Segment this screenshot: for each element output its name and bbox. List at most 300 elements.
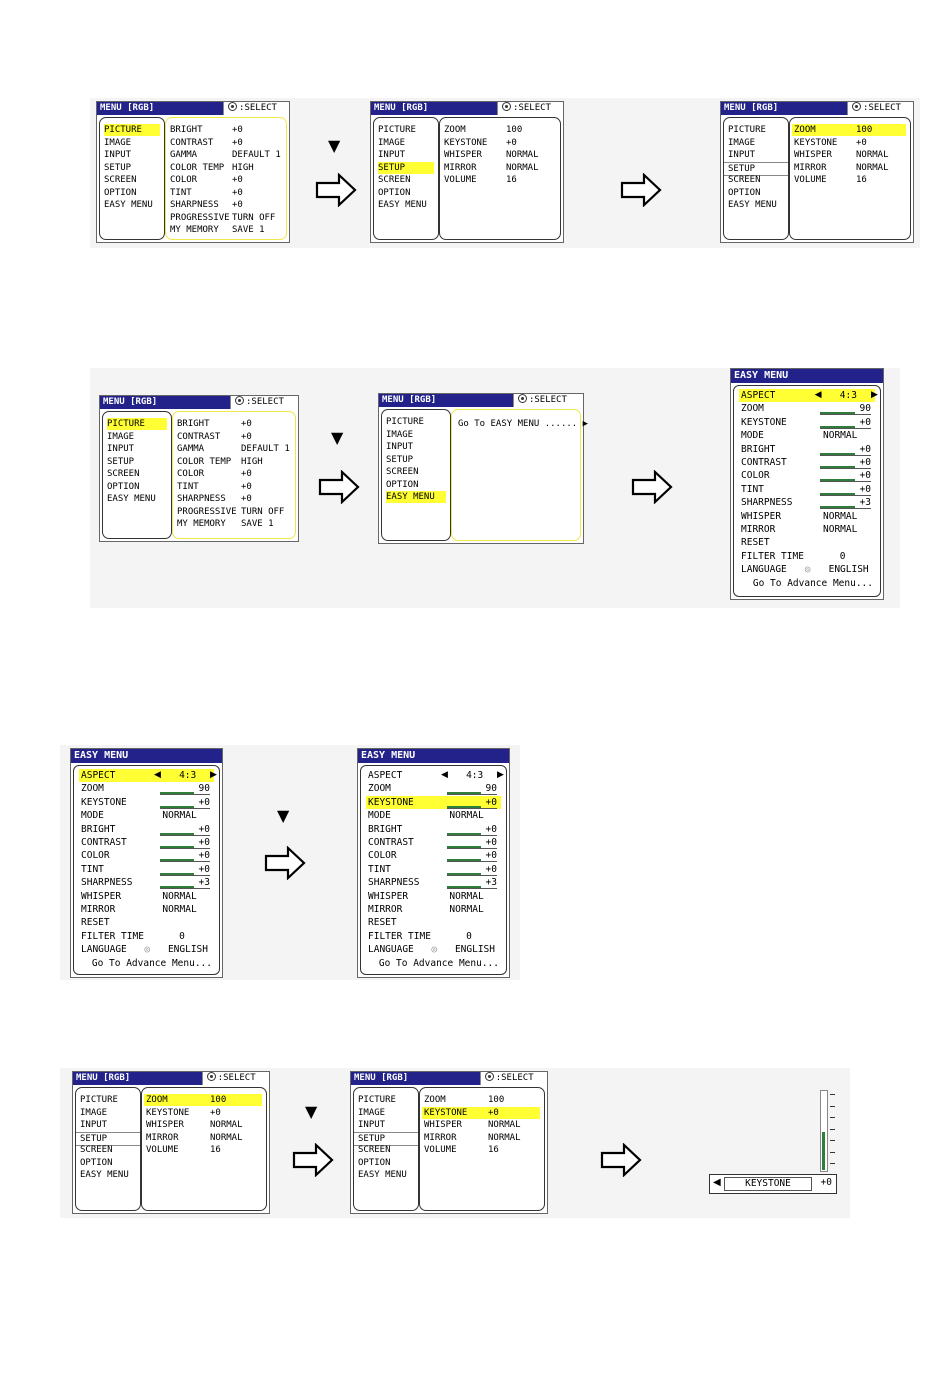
- menu-item-picture[interactable]: PICTURE: [107, 418, 167, 430]
- main-menu-list: [353, 1087, 419, 1211]
- easy-item-value: +0: [859, 470, 871, 482]
- easy-item-mirror[interactable]: [79, 903, 214, 916]
- easy-item-contrast[interactable]: [79, 836, 214, 849]
- submenu-item-value: 16: [856, 175, 867, 185]
- gauge-bar: [820, 493, 855, 495]
- select-hint: [223, 102, 289, 115]
- easy-item-whisper[interactable]: [739, 510, 875, 523]
- easy-item-value: +0: [485, 850, 497, 862]
- submenu-item-value: +0: [241, 494, 252, 504]
- next-step-arrow-icon: [315, 173, 357, 207]
- submenu-panel: [439, 117, 561, 240]
- easy-item-name: ASPECT: [81, 770, 116, 781]
- submenu-item-value: +0: [232, 200, 243, 210]
- easy-item-name: MIRROR: [81, 904, 116, 915]
- menu-item-option[interactable]: OPTION: [358, 1157, 391, 1168]
- easy-item-value: +3: [859, 497, 871, 509]
- menu-item-image[interactable]: IMAGE: [104, 137, 132, 148]
- gauge-tick: [830, 1117, 835, 1118]
- menu-item-screen[interactable]: SCREEN: [386, 467, 419, 477]
- submenu-item-name[interactable]: TINT: [170, 187, 192, 198]
- submenu-item-name[interactable]: TINT: [177, 481, 199, 492]
- easy-item-mirror[interactable]: [366, 903, 501, 916]
- right-triangle-icon: ▶: [871, 390, 878, 400]
- select-hint: [847, 102, 913, 115]
- submenu-item-name[interactable]: KEYSTONE: [444, 137, 488, 148]
- submenu-panel: [451, 409, 589, 541]
- submenu-item-value: 100: [210, 1095, 227, 1105]
- submenu-item-name[interactable]: GAMMA: [177, 444, 205, 454]
- easy-item-value: NORMAL: [449, 904, 484, 915]
- menu-item-input[interactable]: INPUT: [104, 150, 132, 160]
- menu-item-picture[interactable]: PICTURE: [378, 125, 416, 135]
- easy-item-name: CONTRAST: [81, 837, 127, 848]
- easy-item-keystone[interactable]: [366, 796, 501, 809]
- menu-item-setup[interactable]: SETUP: [386, 454, 414, 465]
- easy-item-name: WHISPER: [741, 510, 782, 522]
- gauge-bar: [447, 873, 482, 875]
- submenu-item-name[interactable]: VOLUME: [146, 1145, 179, 1155]
- easy-item-value: NORMAL: [449, 810, 484, 822]
- menu-item-easy-menu[interactable]: EASY MENU: [107, 494, 156, 504]
- submenu-item-name[interactable]: BRIGHT: [177, 419, 210, 429]
- menu-item-image[interactable]: IMAGE: [107, 431, 135, 442]
- easy-menu-window: [357, 748, 510, 978]
- easy-item-bright[interactable]: [739, 443, 875, 456]
- menu-item-setup[interactable]: SETUP: [76, 1132, 140, 1146]
- menu-item-input[interactable]: INPUT: [107, 444, 135, 454]
- submenu-item-name[interactable]: MIRROR: [424, 1132, 457, 1143]
- select-label: :SELECT: [528, 395, 567, 405]
- easy-item-name: CONTRAST: [368, 837, 414, 848]
- select-icon: [518, 394, 527, 403]
- menu-item-picture[interactable]: PICTURE: [358, 1095, 396, 1105]
- easy-item-whisper[interactable]: [366, 890, 501, 903]
- submenu-panel: [789, 117, 911, 240]
- main-menu-list: [102, 411, 172, 539]
- easy-item-zoom[interactable]: [366, 782, 501, 795]
- easy-item-bright[interactable]: [79, 823, 214, 836]
- easy-item-language[interactable]: [739, 563, 875, 576]
- gauge-bar: [447, 886, 482, 888]
- easy-item-name: ZOOM: [81, 783, 104, 795]
- easy-item-tint[interactable]: [366, 863, 501, 876]
- submenu-item-value: DEFAULT 1: [232, 150, 281, 160]
- easy-item-filter-time[interactable]: [366, 930, 501, 943]
- easy-item-reset[interactable]: [79, 916, 214, 929]
- goto-easy-menu[interactable]: Go To EASY MENU ...... ▶: [458, 419, 589, 429]
- submenu-item-name[interactable]: MIRROR: [146, 1132, 179, 1143]
- submenu-item-name[interactable]: WHISPER: [424, 1120, 462, 1130]
- gauge-tick: [830, 1163, 835, 1164]
- easy-item-name: CONTRAST: [741, 457, 787, 468]
- gauge-tick: [830, 1152, 835, 1153]
- menu-item-easy-menu[interactable]: EASY MENU: [378, 200, 427, 210]
- submenu-item-value: SAVE 1: [232, 225, 265, 235]
- easy-item-mode[interactable]: [79, 809, 214, 822]
- easy-item-value: 4:3: [179, 770, 197, 781]
- easy-item-reset[interactable]: [366, 916, 501, 929]
- goto-advance-label: Go To Advance Menu...: [378, 957, 499, 969]
- easy-item-name: COLOR: [741, 470, 770, 482]
- submenu-item-name[interactable]: BRIGHT: [170, 125, 203, 135]
- submenu-item-value: SAVE 1: [241, 519, 274, 529]
- easy-item-value: NORMAL: [162, 810, 197, 822]
- select-icon: [207, 1072, 216, 1081]
- easy-item-value: +0: [198, 796, 210, 808]
- select-icon: [502, 102, 511, 111]
- menu-item-input[interactable]: INPUT: [80, 1120, 108, 1130]
- submenu-item-name[interactable]: SHARPNESS: [170, 200, 219, 210]
- menu-item-screen[interactable]: SCREEN: [728, 175, 761, 185]
- easy-item-name: RESET: [81, 917, 110, 929]
- menu-item-setup[interactable]: SETUP: [107, 456, 135, 467]
- easy-item-sharpness[interactable]: [366, 876, 501, 889]
- easy-item-value: 4:3: [839, 390, 857, 401]
- gauge-bar: [820, 412, 855, 414]
- submenu-item-name[interactable]: CONTRAST: [177, 431, 221, 442]
- menu-item-option[interactable]: OPTION: [386, 479, 419, 490]
- submenu-item-value: 100: [856, 125, 873, 135]
- easy-item-keystone[interactable]: [739, 416, 875, 429]
- submenu-item-name[interactable]: PROGRESSIVE: [170, 212, 230, 223]
- easy-item-value: NORMAL: [449, 890, 484, 902]
- easy-item-reset[interactable]: [739, 536, 875, 549]
- easy-item-value: +0: [198, 837, 210, 848]
- easy-item-value: +0: [198, 823, 210, 835]
- submenu-item-value: +0: [241, 469, 252, 479]
- menu-title: MENU [RGB]: [73, 1072, 204, 1085]
- submenu-item-name[interactable]: CONTRAST: [170, 137, 214, 148]
- select-icon: [485, 1072, 494, 1081]
- menu-item-screen[interactable]: SCREEN: [80, 1145, 113, 1155]
- gauge-bar: [160, 846, 195, 848]
- goto-advance-menu[interactable]: [79, 957, 214, 970]
- select-icon: [228, 102, 237, 111]
- next-step-arrow-icon: [631, 470, 673, 504]
- easy-item-value: +0: [859, 457, 871, 468]
- submenu-item-name[interactable]: COLOR TEMP: [177, 456, 232, 467]
- submenu-item-name[interactable]: VOLUME: [444, 175, 477, 185]
- menu-title: MENU [RGB]: [100, 396, 232, 409]
- goto-advance-menu[interactable]: [366, 957, 501, 970]
- easy-menu-window: [730, 368, 884, 600]
- menu-item-picture[interactable]: PICTURE: [104, 124, 160, 136]
- submenu-item-name[interactable]: SHARPNESS: [177, 494, 226, 504]
- menu-item-input[interactable]: INPUT: [358, 1120, 386, 1130]
- goto-advance-menu[interactable]: [739, 577, 875, 590]
- submenu-item-name[interactable]: WHISPER: [146, 1120, 184, 1130]
- gauge-bar: [160, 886, 195, 888]
- select-hint: [202, 1072, 269, 1085]
- menu-title: MENU [RGB]: [351, 1072, 482, 1085]
- easy-item-value: 4:3: [466, 770, 484, 781]
- easy-item-value: +0: [859, 416, 871, 428]
- easy-item-name: ASPECT: [741, 390, 776, 401]
- gauge-bar: [160, 833, 195, 835]
- easy-item-language[interactable]: [366, 943, 501, 956]
- keystone-gauge-fill: [822, 1132, 825, 1170]
- menu-item-screen[interactable]: SCREEN: [104, 175, 137, 185]
- easy-item-color[interactable]: [739, 469, 875, 482]
- easy-item-contrast[interactable]: [366, 836, 501, 849]
- submenu-item-value: 16: [210, 1145, 221, 1155]
- menu-item-picture[interactable]: PICTURE: [386, 417, 424, 427]
- gauge-bar: [447, 846, 482, 848]
- next-step-arrow-icon: [292, 1143, 334, 1177]
- submenu-item-value: 16: [506, 175, 517, 185]
- left-triangle-icon: ◀: [441, 770, 448, 780]
- easy-item-name: ZOOM: [741, 403, 764, 415]
- submenu-item-value: NORMAL: [856, 150, 889, 160]
- easy-item-value: 90: [485, 783, 497, 795]
- easy-item-name: MODE: [741, 430, 764, 442]
- menu-item-easy-menu[interactable]: EASY MENU: [728, 200, 777, 210]
- menu-item-setup[interactable]: SETUP: [354, 1132, 418, 1146]
- submenu-item-value: NORMAL: [506, 150, 539, 160]
- menu-item-option[interactable]: OPTION: [728, 187, 761, 198]
- menu-item-input[interactable]: INPUT: [728, 150, 756, 160]
- submenu-item-value: +0: [506, 137, 517, 148]
- menu-window: [72, 1071, 270, 1214]
- gauge-tick: [830, 1094, 835, 1095]
- menu-item-image[interactable]: IMAGE: [386, 429, 414, 440]
- gauge-bar: [447, 806, 482, 808]
- menu-window: [378, 393, 589, 544]
- submenu-item-name[interactable]: MY MEMORY: [177, 519, 226, 529]
- easy-item-value: +3: [198, 877, 210, 889]
- easy-item-value: +0: [198, 850, 210, 862]
- menu-title: MENU [RGB]: [379, 394, 515, 407]
- easy-item-zoom[interactable]: [739, 402, 875, 415]
- submenu-item-name[interactable]: KEYSTONE: [794, 137, 838, 148]
- easy-item-mirror[interactable]: [739, 523, 875, 536]
- easy-item-name: LANGUAGE: [81, 944, 127, 956]
- easy-item-name: LANGUAGE: [741, 564, 787, 576]
- easy-item-bright[interactable]: [366, 823, 501, 836]
- menu-item-image[interactable]: IMAGE: [378, 137, 406, 148]
- easy-item-mode[interactable]: [739, 429, 875, 442]
- submenu-panel: [165, 117, 287, 240]
- select-label: :SELECT: [513, 103, 551, 113]
- right-triangle-icon: ▶: [577, 419, 589, 429]
- easy-item-name: BRIGHT: [741, 443, 776, 455]
- easy-item-value: 0: [179, 930, 185, 942]
- submenu-item-value: +0: [241, 431, 252, 442]
- main-menu-list: [99, 117, 165, 240]
- easy-item-name: SHARPNESS: [81, 877, 133, 889]
- easy-item-name: MIRROR: [741, 524, 776, 535]
- easy-item-color[interactable]: [79, 849, 214, 862]
- submenu-panel: [172, 411, 296, 539]
- submenu-item-value: +0: [232, 175, 243, 185]
- easy-item-name: KEYSTONE: [81, 796, 127, 808]
- down-triangle-icon: ▼: [305, 1102, 318, 1121]
- menu-item-input[interactable]: INPUT: [378, 150, 406, 160]
- globe-icon: ◎: [431, 944, 438, 956]
- submenu-item-name[interactable]: PROGRESSIVE: [177, 506, 237, 517]
- easy-item-value: +0: [485, 796, 497, 808]
- menu-item-option[interactable]: OPTION: [107, 481, 140, 492]
- menu-item-option[interactable]: OPTION: [80, 1157, 113, 1168]
- easy-item-name: TINT: [368, 863, 391, 875]
- main-menu-list: [75, 1087, 141, 1211]
- select-label: :SELECT: [217, 1073, 256, 1083]
- down-triangle-icon: ▼: [331, 428, 344, 447]
- easy-item-value: 90: [859, 403, 871, 415]
- easy-item-sharpness[interactable]: [739, 496, 875, 509]
- easy-item-filter-time[interactable]: [739, 550, 875, 563]
- easy-item-value: 90: [198, 783, 210, 795]
- menu-item-image[interactable]: IMAGE: [728, 137, 756, 148]
- easy-menu-body: [73, 765, 220, 975]
- menu-title: MENU [RGB]: [371, 102, 499, 115]
- easy-item-value: ENGLISH: [454, 944, 495, 956]
- easy-menu-body: [360, 765, 507, 975]
- right-triangle-icon: ▶: [497, 770, 504, 780]
- next-step-arrow-icon: [264, 846, 306, 880]
- easy-menu-window: [70, 748, 223, 978]
- menu-item-image[interactable]: IMAGE: [358, 1107, 386, 1118]
- menu-item-picture[interactable]: PICTURE: [728, 125, 766, 135]
- easy-item-name: MODE: [81, 810, 104, 822]
- menu-item-easy-menu[interactable]: EASY MENU: [358, 1170, 407, 1180]
- easy-item-name: SHARPNESS: [368, 877, 420, 889]
- menu-item-image[interactable]: IMAGE: [80, 1107, 108, 1118]
- menu-window: [96, 101, 290, 243]
- gauge-bar: [160, 792, 195, 794]
- submenu-item-value: 100: [506, 125, 523, 135]
- submenu-item-name[interactable]: VOLUME: [424, 1145, 457, 1155]
- menu-item-picture[interactable]: PICTURE: [80, 1095, 118, 1105]
- menu-item-easy-menu[interactable]: EASY MENU: [104, 200, 153, 210]
- easy-menu-title: EASY MENU: [731, 369, 883, 383]
- menu-title: MENU [RGB]: [721, 102, 849, 115]
- easy-item-name: BRIGHT: [368, 823, 403, 835]
- menu-window: [720, 101, 914, 243]
- submenu-item-value: NORMAL: [210, 1120, 243, 1130]
- easy-item-aspect[interactable]: [739, 389, 878, 402]
- submenu-item-value: +0: [856, 137, 867, 148]
- easy-item-aspect[interactable]: [79, 769, 217, 782]
- menu-item-easy-menu[interactable]: EASY MENU: [80, 1170, 129, 1180]
- submenu-item-name[interactable]: ZOOM: [424, 1095, 446, 1105]
- submenu-item-name[interactable]: KEYSTONE: [424, 1107, 468, 1118]
- next-step-arrow-icon: [600, 1143, 642, 1177]
- menu-item-screen[interactable]: SCREEN: [107, 469, 140, 479]
- easy-item-name: COLOR: [81, 850, 110, 862]
- easy-item-value: 0: [839, 550, 846, 562]
- submenu-item-name[interactable]: VOLUME: [794, 175, 827, 185]
- easy-item-color[interactable]: [366, 849, 501, 862]
- menu-item-option[interactable]: OPTION: [378, 187, 411, 198]
- submenu-item-name[interactable]: GAMMA: [170, 150, 198, 160]
- easy-item-contrast[interactable]: [739, 456, 875, 469]
- submenu-item-name[interactable]: MY MEMORY: [170, 225, 219, 235]
- select-icon: [235, 396, 244, 405]
- gauge-bar: [447, 792, 482, 794]
- submenu-item-name[interactable]: WHISPER: [794, 150, 832, 160]
- easy-item-value: +0: [859, 443, 871, 455]
- gauge-bar: [447, 859, 482, 861]
- right-triangle-icon: ▶: [210, 770, 217, 780]
- submenu-item-name[interactable]: MIRROR: [444, 162, 477, 173]
- submenu-item-name[interactable]: ZOOM: [146, 1095, 168, 1105]
- easy-item-name: ZOOM: [368, 783, 391, 795]
- easy-item-value: +0: [485, 823, 497, 835]
- easy-item-value: ENGLISH: [828, 564, 869, 576]
- keystone-label: KEYSTONE: [724, 1177, 812, 1191]
- easy-item-whisper[interactable]: [79, 890, 214, 903]
- select-label: :SELECT: [495, 1073, 534, 1083]
- easy-item-name: RESET: [741, 537, 770, 549]
- easy-item-tint[interactable]: [79, 863, 214, 876]
- gauge-bar: [820, 426, 855, 428]
- globe-icon: ◎: [144, 944, 151, 956]
- menu-item-input[interactable]: INPUT: [386, 442, 414, 452]
- gauge-bar: [160, 873, 195, 875]
- menu-item-screen[interactable]: SCREEN: [378, 175, 411, 185]
- easy-item-name: WHISPER: [81, 890, 122, 902]
- easy-item-keystone[interactable]: [79, 796, 214, 809]
- easy-item-value: NORMAL: [823, 430, 858, 442]
- easy-item-zoom[interactable]: [79, 782, 214, 795]
- submenu-item-name[interactable]: MIRROR: [794, 162, 827, 173]
- menu-item-setup[interactable]: SETUP: [378, 162, 434, 174]
- submenu-item-name[interactable]: COLOR: [170, 175, 198, 185]
- select-label: :SELECT: [239, 103, 277, 113]
- submenu-item-value: +0: [210, 1107, 221, 1118]
- easy-item-value: +0: [859, 483, 871, 495]
- menu-item-setup[interactable]: SETUP: [104, 162, 132, 173]
- next-step-arrow-icon: [318, 470, 360, 504]
- easy-item-name: TINT: [81, 863, 104, 875]
- menu-window: [350, 1071, 548, 1214]
- gauge-tick: [830, 1140, 835, 1141]
- easy-item-filter-time[interactable]: [79, 930, 214, 943]
- gauge-bar: [820, 479, 855, 481]
- easy-item-sharpness[interactable]: [79, 876, 214, 889]
- easy-item-value: NORMAL: [162, 904, 197, 915]
- gauge-bar: [160, 859, 195, 861]
- menu-item-setup[interactable]: SETUP: [724, 162, 788, 176]
- easy-item-value: +0: [198, 863, 210, 875]
- select-label: :SELECT: [246, 397, 284, 407]
- left-triangle-icon: ◀: [713, 1177, 721, 1188]
- submenu-item-name[interactable]: ZOOM: [794, 125, 816, 135]
- easy-item-mode[interactable]: [366, 809, 501, 822]
- easy-item-name: COLOR: [368, 850, 397, 862]
- easy-item-tint[interactable]: [739, 483, 875, 496]
- gauge-bar: [820, 506, 855, 508]
- menu-window: [99, 395, 299, 542]
- submenu-item-name[interactable]: COLOR TEMP: [170, 162, 225, 173]
- globe-icon: ◎: [804, 564, 811, 576]
- submenu-item-value: TURN OFF: [232, 212, 276, 223]
- menu-item-easy-menu[interactable]: EASY MENU: [386, 491, 446, 503]
- easy-item-aspect[interactable]: [366, 769, 504, 782]
- menu-item-option[interactable]: OPTION: [104, 187, 137, 198]
- menu-item-screen[interactable]: SCREEN: [358, 1145, 391, 1155]
- submenu-item-name[interactable]: KEYSTONE: [146, 1107, 190, 1118]
- keystone-box[interactable]: [709, 1174, 837, 1194]
- submenu-item-name[interactable]: ZOOM: [444, 125, 466, 135]
- submenu-item-name[interactable]: WHISPER: [444, 150, 482, 160]
- goto-advance-label: Go To Advance Menu...: [91, 957, 212, 969]
- submenu-item-value: 16: [488, 1145, 499, 1155]
- submenu-item-name[interactable]: COLOR: [177, 469, 205, 479]
- easy-item-language[interactable]: [79, 943, 214, 956]
